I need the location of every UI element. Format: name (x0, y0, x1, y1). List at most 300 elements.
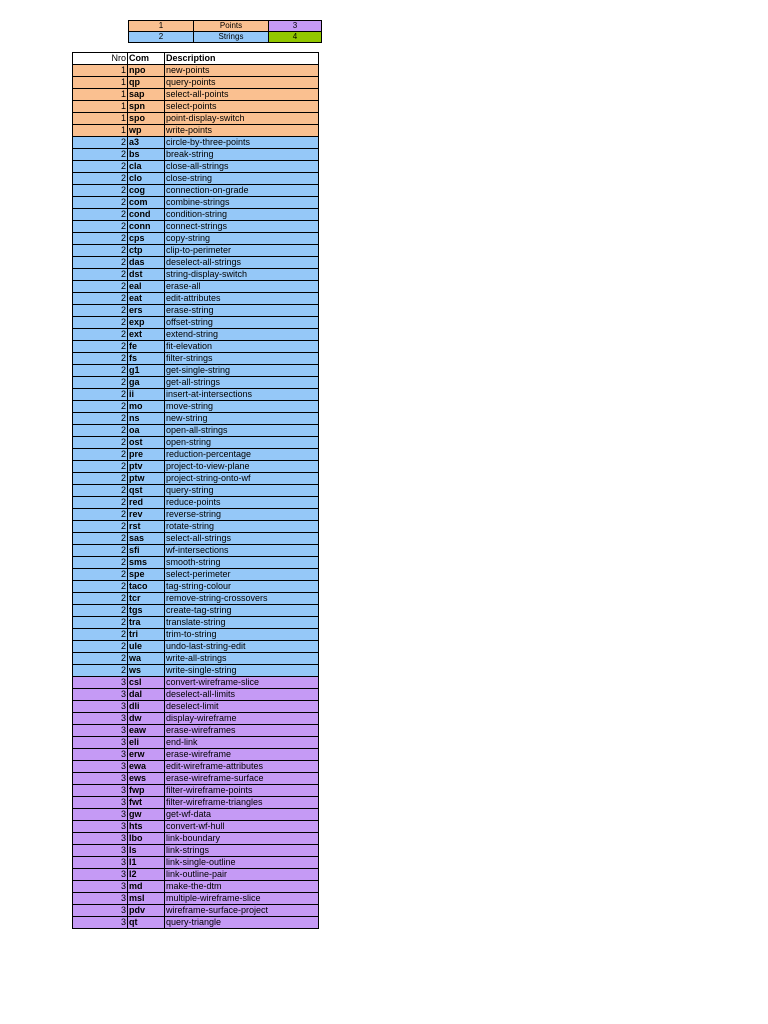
cell-nro: 3 (73, 833, 128, 845)
cell-com: tgs (128, 605, 165, 617)
cell-nro: 2 (73, 581, 128, 593)
cell-com: ctp (128, 245, 165, 257)
cell-nro: 3 (73, 809, 128, 821)
cell-nro: 1 (73, 101, 128, 113)
cell-com: cla (128, 161, 165, 173)
cell-nro: 2 (73, 617, 128, 629)
cell-com: sfi (128, 545, 165, 557)
cell-description: link-boundary (165, 833, 319, 845)
legend-label: Points (194, 21, 269, 32)
cell-com: rst (128, 521, 165, 533)
cell-nro: 2 (73, 413, 128, 425)
cell-com: bs (128, 149, 165, 161)
cell-com: sas (128, 533, 165, 545)
cell-description: rotate-string (165, 521, 319, 533)
cell-description: connection-on-grade (165, 185, 319, 197)
cell-description: query-string (165, 485, 319, 497)
cell-com: md (128, 881, 165, 893)
cell-com: tri (128, 629, 165, 641)
cell-nro: 3 (73, 857, 128, 869)
cell-description: erase-wireframe (165, 749, 319, 761)
legend-number: 1 (129, 21, 194, 32)
legend-label: Strings (194, 32, 269, 43)
cell-com: ost (128, 437, 165, 449)
cell-nro: 2 (73, 161, 128, 173)
cell-nro: 2 (73, 353, 128, 365)
header-row (73, 53, 319, 65)
cell-nro: 2 (73, 449, 128, 461)
cell-description: filter-wireframe-triangles (165, 797, 319, 809)
cell-com: cps (128, 233, 165, 245)
table-row (73, 269, 319, 281)
cell-com: exp (128, 317, 165, 329)
cell-com: eal (128, 281, 165, 293)
cell-description: close-string (165, 173, 319, 185)
cell-description: link-strings (165, 845, 319, 857)
cell-com: ls (128, 845, 165, 857)
cell-nro: 2 (73, 425, 128, 437)
table-row (73, 569, 319, 581)
cell-nro: 2 (73, 401, 128, 413)
cell-nro: 2 (73, 473, 128, 485)
cell-description: filter-wireframe-points (165, 785, 319, 797)
table-row (73, 809, 319, 821)
table-row (73, 737, 319, 749)
cell-description: erase-wireframes (165, 725, 319, 737)
table-row (73, 245, 319, 257)
cell-nro: 2 (73, 233, 128, 245)
table-row (73, 377, 319, 389)
cell-description: query-points (165, 77, 319, 89)
table-row (73, 329, 319, 341)
cell-com: fwt (128, 797, 165, 809)
cell-description: smooth-string (165, 557, 319, 569)
table-row (73, 425, 319, 437)
cell-description: query-triangle (165, 917, 319, 929)
cell-description: break-string (165, 149, 319, 161)
cell-nro: 2 (73, 545, 128, 557)
cell-com: ers (128, 305, 165, 317)
cell-description: translate-string (165, 617, 319, 629)
table-row (73, 401, 319, 413)
cell-com: eat (128, 293, 165, 305)
table-row (73, 917, 319, 929)
table-row (73, 701, 319, 713)
cell-description: clip-to-perimeter (165, 245, 319, 257)
cell-description: open-string (165, 437, 319, 449)
cell-description: erase-wireframe-surface (165, 773, 319, 785)
cell-description: deselect-all-limits (165, 689, 319, 701)
cell-com: msl (128, 893, 165, 905)
cell-description: close-all-strings (165, 161, 319, 173)
cell-nro: 2 (73, 137, 128, 149)
cell-nro: 3 (73, 725, 128, 737)
cell-nro: 3 (73, 845, 128, 857)
table-row (73, 233, 319, 245)
table-row (73, 317, 319, 329)
table-row (73, 137, 319, 149)
cell-description: copy-string (165, 233, 319, 245)
cell-nro: 2 (73, 329, 128, 341)
cell-com: hts (128, 821, 165, 833)
cell-nro: 3 (73, 701, 128, 713)
cell-com: ewa (128, 761, 165, 773)
cell-nro: 2 (73, 209, 128, 221)
cell-com: clo (128, 173, 165, 185)
cell-nro: 2 (73, 305, 128, 317)
commands-table (72, 52, 319, 929)
table-row (73, 617, 319, 629)
cell-com: dal (128, 689, 165, 701)
cell-nro: 2 (73, 557, 128, 569)
cell-nro: 2 (73, 653, 128, 665)
cell-com: ule (128, 641, 165, 653)
table-row (73, 437, 319, 449)
cell-nro: 3 (73, 713, 128, 725)
cell-com: spe (128, 569, 165, 581)
table-row (73, 725, 319, 737)
cell-description: filter-strings (165, 353, 319, 365)
table-row (73, 77, 319, 89)
cell-com: wa (128, 653, 165, 665)
cell-nro: 2 (73, 593, 128, 605)
cell-description: link-outline-pair (165, 869, 319, 881)
cell-description: reduction-percentage (165, 449, 319, 461)
cell-com: gw (128, 809, 165, 821)
legend-extra: 3 (269, 21, 322, 32)
cell-com: pre (128, 449, 165, 461)
table-row (73, 497, 319, 509)
cell-description: write-all-strings (165, 653, 319, 665)
table-row (73, 341, 319, 353)
cell-nro: 2 (73, 533, 128, 545)
legend-row (129, 21, 322, 32)
cell-nro: 3 (73, 917, 128, 929)
table-row (73, 845, 319, 857)
cell-description: select-points (165, 101, 319, 113)
cell-description: point-display-switch (165, 113, 319, 125)
cell-description: make-the-dtm (165, 881, 319, 893)
table-row (73, 413, 319, 425)
table-row (73, 365, 319, 377)
table-row (73, 593, 319, 605)
cell-nro: 3 (73, 677, 128, 689)
cell-description: convert-wireframe-slice (165, 677, 319, 689)
cell-com: eli (128, 737, 165, 749)
cell-com: ptv (128, 461, 165, 473)
table-row (73, 869, 319, 881)
cell-nro: 3 (73, 881, 128, 893)
cell-description: reverse-string (165, 509, 319, 521)
table-row (73, 785, 319, 797)
cell-description: fit-elevation (165, 341, 319, 353)
table-row (73, 833, 319, 845)
cell-description: get-all-strings (165, 377, 319, 389)
cell-nro: 3 (73, 821, 128, 833)
cell-description: new-string (165, 413, 319, 425)
table-row (73, 125, 319, 137)
cell-com: sap (128, 89, 165, 101)
cell-com: spn (128, 101, 165, 113)
cell-com: a3 (128, 137, 165, 149)
table-row (73, 881, 319, 893)
header-com: Com (128, 53, 165, 65)
table-row (73, 257, 319, 269)
cell-nro: 2 (73, 377, 128, 389)
table-row (73, 761, 319, 773)
cell-com: ii (128, 389, 165, 401)
header-description: Description (165, 53, 319, 65)
cell-nro: 2 (73, 221, 128, 233)
cell-com: conn (128, 221, 165, 233)
cell-description: select-all-points (165, 89, 319, 101)
table-row (73, 449, 319, 461)
cell-description: edit-wireframe-attributes (165, 761, 319, 773)
cell-com: erw (128, 749, 165, 761)
table-row (73, 185, 319, 197)
cell-com: mo (128, 401, 165, 413)
cell-description: open-all-strings (165, 425, 319, 437)
table-row (73, 461, 319, 473)
cell-nro: 2 (73, 569, 128, 581)
cell-description: project-to-view-plane (165, 461, 319, 473)
table-row (73, 209, 319, 221)
cell-com: ws (128, 665, 165, 677)
cell-description: insert-at-intersections (165, 389, 319, 401)
table-row (73, 557, 319, 569)
cell-com: lbo (128, 833, 165, 845)
cell-description: end-link (165, 737, 319, 749)
cell-nro: 2 (73, 509, 128, 521)
table-row (73, 521, 319, 533)
table-row (73, 629, 319, 641)
table-row (73, 389, 319, 401)
cell-description: display-wireframe (165, 713, 319, 725)
table-row (73, 281, 319, 293)
cell-com: red (128, 497, 165, 509)
table-row (73, 293, 319, 305)
table-row (73, 101, 319, 113)
cell-nro: 2 (73, 185, 128, 197)
cell-com: cog (128, 185, 165, 197)
cell-com: qst (128, 485, 165, 497)
legend-number: 2 (129, 32, 194, 43)
table-row (73, 713, 319, 725)
cell-description: wf-intersections (165, 545, 319, 557)
table-row (73, 545, 319, 557)
cell-nro: 2 (73, 521, 128, 533)
table-row (73, 857, 319, 869)
table-row (73, 641, 319, 653)
cell-description: extend-string (165, 329, 319, 341)
cell-com: qt (128, 917, 165, 929)
cell-com: oa (128, 425, 165, 437)
cell-description: project-string-onto-wf (165, 473, 319, 485)
cell-com: wp (128, 125, 165, 137)
cell-com: dw (128, 713, 165, 725)
cell-description: trim-to-string (165, 629, 319, 641)
cell-com: fwp (128, 785, 165, 797)
table-row (73, 605, 319, 617)
table-row (73, 821, 319, 833)
table-row (73, 749, 319, 761)
cell-nro: 3 (73, 749, 128, 761)
cell-description: get-wf-data (165, 809, 319, 821)
cell-com: eaw (128, 725, 165, 737)
legend-row (129, 32, 322, 43)
table-row (73, 533, 319, 545)
cell-com: ga (128, 377, 165, 389)
table-row (73, 581, 319, 593)
table-row (73, 797, 319, 809)
table-row (73, 473, 319, 485)
cell-description: undo-last-string-edit (165, 641, 319, 653)
cell-com: dst (128, 269, 165, 281)
table-row (73, 653, 319, 665)
cell-description: new-points (165, 65, 319, 77)
cell-nro: 3 (73, 797, 128, 809)
cell-nro: 2 (73, 665, 128, 677)
cell-nro: 2 (73, 485, 128, 497)
cell-description: get-single-string (165, 365, 319, 377)
cell-com: g1 (128, 365, 165, 377)
cell-description: reduce-points (165, 497, 319, 509)
cell-com: ns (128, 413, 165, 425)
table-row (73, 677, 319, 689)
table-row (73, 905, 319, 917)
cell-com: ptw (128, 473, 165, 485)
cell-description: deselect-all-strings (165, 257, 319, 269)
cell-com: dli (128, 701, 165, 713)
cell-nro: 3 (73, 785, 128, 797)
cell-description: combine-strings (165, 197, 319, 209)
table-row (73, 173, 319, 185)
table-row (73, 509, 319, 521)
table-row (73, 65, 319, 77)
table-row (73, 689, 319, 701)
cell-nro: 3 (73, 773, 128, 785)
cell-nro: 1 (73, 89, 128, 101)
cell-nro: 2 (73, 269, 128, 281)
table-row (73, 89, 319, 101)
table-row (73, 665, 319, 677)
cell-nro: 2 (73, 365, 128, 377)
table-row (73, 893, 319, 905)
legend-table (128, 20, 322, 43)
cell-description: erase-all (165, 281, 319, 293)
cell-nro: 2 (73, 389, 128, 401)
cell-description: move-string (165, 401, 319, 413)
cell-com: ext (128, 329, 165, 341)
table-row (73, 221, 319, 233)
cell-nro: 2 (73, 497, 128, 509)
table-row (73, 113, 319, 125)
cell-com: cond (128, 209, 165, 221)
table-row (73, 485, 319, 497)
table-row (73, 773, 319, 785)
cell-description: erase-string (165, 305, 319, 317)
cell-description: edit-attributes (165, 293, 319, 305)
table-row (73, 197, 319, 209)
cell-nro: 3 (73, 893, 128, 905)
cell-description: select-all-strings (165, 533, 319, 545)
cell-nro: 2 (73, 293, 128, 305)
cell-nro: 2 (73, 341, 128, 353)
cell-description: offset-string (165, 317, 319, 329)
cell-description: connect-strings (165, 221, 319, 233)
cell-nro: 1 (73, 125, 128, 137)
cell-nro: 2 (73, 257, 128, 269)
cell-nro: 3 (73, 737, 128, 749)
cell-nro: 3 (73, 761, 128, 773)
cell-description: condition-string (165, 209, 319, 221)
cell-nro: 2 (73, 641, 128, 653)
cell-nro: 2 (73, 461, 128, 473)
cell-nro: 2 (73, 197, 128, 209)
cell-description: tag-string-colour (165, 581, 319, 593)
cell-nro: 2 (73, 605, 128, 617)
table-row (73, 149, 319, 161)
cell-nro: 2 (73, 281, 128, 293)
cell-com: csl (128, 677, 165, 689)
cell-com: tra (128, 617, 165, 629)
cell-nro: 3 (73, 905, 128, 917)
cell-nro: 1 (73, 113, 128, 125)
cell-com: ews (128, 773, 165, 785)
cell-description: string-display-switch (165, 269, 319, 281)
cell-description: write-points (165, 125, 319, 137)
cell-description: create-tag-string (165, 605, 319, 617)
cell-com: com (128, 197, 165, 209)
cell-nro: 2 (73, 245, 128, 257)
cell-com: spo (128, 113, 165, 125)
header-nro: Nro (73, 53, 128, 65)
cell-com: sms (128, 557, 165, 569)
table-row (73, 161, 319, 173)
cell-description: convert-wf-hull (165, 821, 319, 833)
legend-extra: 4 (269, 32, 322, 43)
cell-description: write-single-string (165, 665, 319, 677)
cell-nro: 1 (73, 77, 128, 89)
cell-description: multiple-wireframe-slice (165, 893, 319, 905)
cell-com: l1 (128, 857, 165, 869)
table-row (73, 353, 319, 365)
cell-nro: 2 (73, 437, 128, 449)
table-row (73, 305, 319, 317)
cell-description: wireframe-surface-project (165, 905, 319, 917)
cell-description: deselect-limit (165, 701, 319, 713)
cell-com: fs (128, 353, 165, 365)
cell-description: remove-string-crossovers (165, 593, 319, 605)
cell-nro: 3 (73, 689, 128, 701)
cell-com: rev (128, 509, 165, 521)
cell-nro: 2 (73, 317, 128, 329)
cell-com: pdv (128, 905, 165, 917)
cell-com: taco (128, 581, 165, 593)
cell-com: l2 (128, 869, 165, 881)
cell-nro: 2 (73, 629, 128, 641)
cell-com: fe (128, 341, 165, 353)
cell-nro: 2 (73, 149, 128, 161)
cell-nro: 2 (73, 173, 128, 185)
cell-com: npo (128, 65, 165, 77)
cell-description: select-perimeter (165, 569, 319, 581)
cell-nro: 1 (73, 65, 128, 77)
cell-nro: 3 (73, 869, 128, 881)
cell-com: tcr (128, 593, 165, 605)
cell-description: circle-by-three-points (165, 137, 319, 149)
cell-com: das (128, 257, 165, 269)
